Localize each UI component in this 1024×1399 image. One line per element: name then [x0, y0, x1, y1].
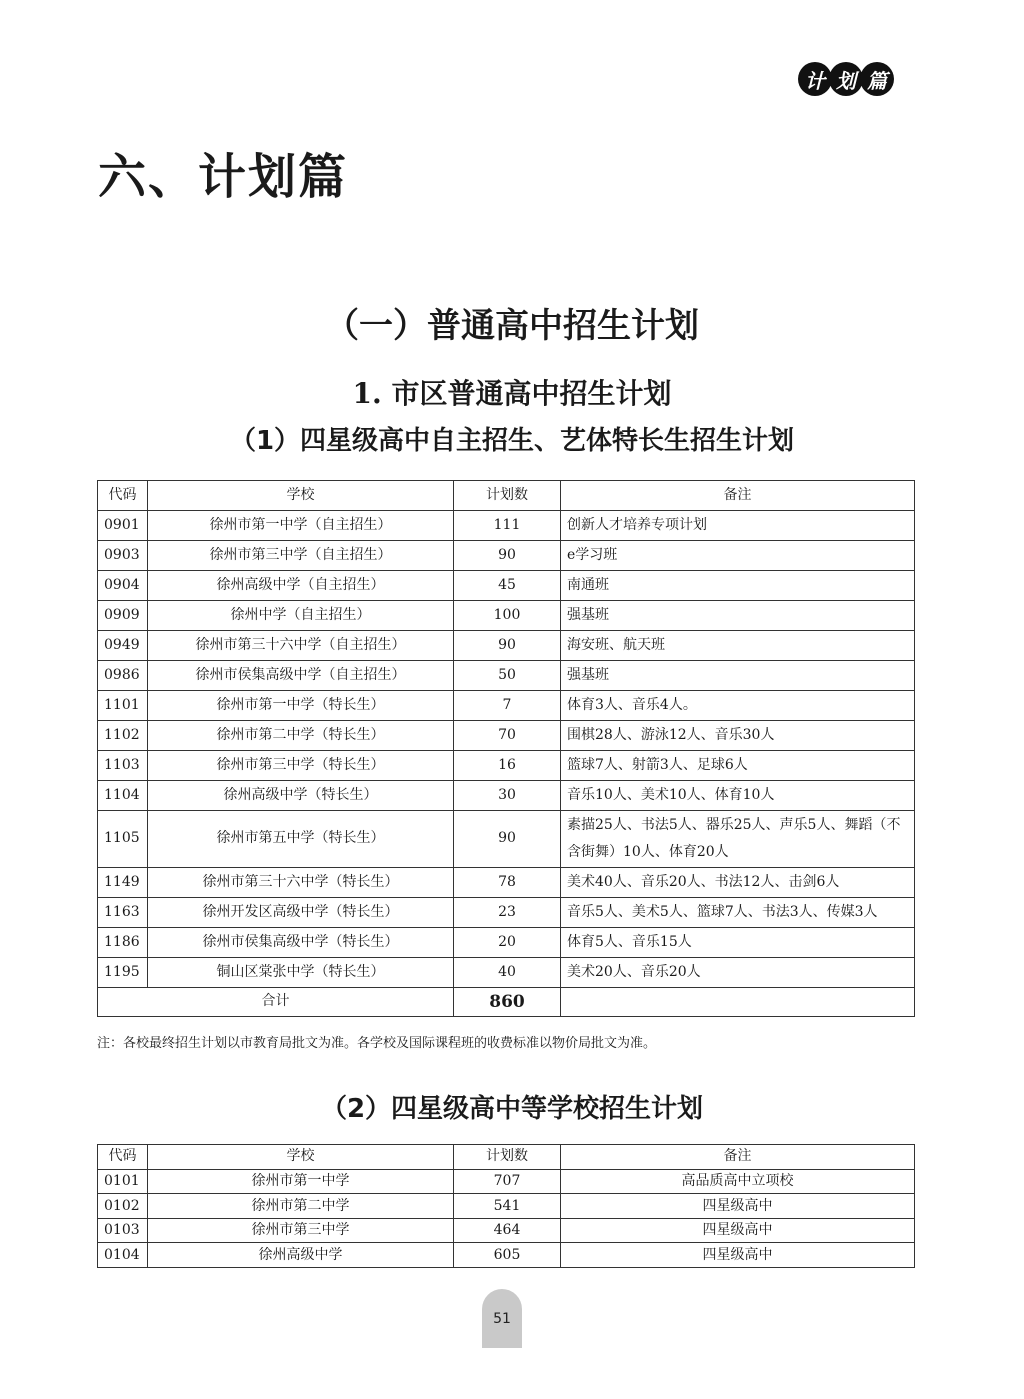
cell-note: 创新人才培养专项计划: [561, 510, 915, 540]
table-row: [98, 570, 915, 600]
cell-plan: 90: [454, 630, 561, 660]
table-row: [98, 750, 915, 780]
cell-note: 篮球7人、射箭3人、足球6人: [561, 750, 915, 780]
table-row: [98, 510, 915, 540]
cell-note: 美术20人、音乐20人: [561, 957, 915, 987]
cell-note: 音乐5人、美术5人、篮球7人、书法3人、传媒3人: [561, 897, 915, 927]
cell-plan: 605: [454, 1243, 561, 1268]
cell-note: 海安班、航天班: [561, 630, 915, 660]
cell-school: 徐州市侯集高级中学（自主招生）: [148, 660, 454, 690]
table-row: [98, 1169, 915, 1194]
table-row: [98, 780, 915, 810]
cell-note: 四星级高中: [561, 1194, 915, 1219]
cell-note: 高品质高中立项校: [561, 1169, 915, 1194]
cell-school: 徐州市第三中学（特长生）: [148, 750, 454, 780]
cell-note: 素描25人、书法5人、器乐25人、声乐5人、舞蹈（不含街舞）10人、体育20人: [561, 810, 915, 867]
cell-note: 四星级高中: [561, 1218, 915, 1243]
cell-school: 徐州市第五中学（特长生）: [148, 810, 454, 867]
table1-header-row: [98, 481, 915, 511]
table-row: [98, 690, 915, 720]
table2-header-row: [98, 1145, 915, 1170]
cell-plan: 90: [454, 540, 561, 570]
chapter-title: 六、计划篇: [98, 149, 349, 205]
cell-code: 0986: [98, 660, 148, 690]
cell-school: 徐州高级中学: [148, 1243, 454, 1268]
section-title: （一）普通高中招生计划: [325, 306, 699, 346]
cell-plan: 78: [454, 867, 561, 897]
table2-title: （2）四星级高中等学校招生计划: [320, 1094, 704, 1124]
cell-code: 1105: [98, 810, 148, 867]
col-header-code: 代码: [98, 481, 148, 511]
cell-code: 0901: [98, 510, 148, 540]
cell-school: 徐州市第三十六中学（特长生）: [148, 867, 454, 897]
total-note-empty: [561, 987, 915, 1017]
cell-note: 强基班: [561, 660, 915, 690]
badge-char: 篇: [860, 62, 894, 96]
total-value: 860: [454, 987, 561, 1017]
col-header-school: 学校: [148, 481, 454, 511]
cell-note: 体育3人、音乐4人。: [561, 690, 915, 720]
cell-plan: 50: [454, 660, 561, 690]
col-header-note: 备注: [561, 1145, 915, 1170]
cell-plan: 100: [454, 600, 561, 630]
badge-char: 划: [829, 62, 863, 96]
cell-school: 徐州开发区高级中学（特长生）: [148, 897, 454, 927]
cell-plan: 20: [454, 927, 561, 957]
table-row: [98, 540, 915, 570]
cell-school: 徐州市侯集高级中学（特长生）: [148, 927, 454, 957]
cell-plan: 707: [454, 1169, 561, 1194]
cell-plan: 45: [454, 570, 561, 600]
table-row: [98, 957, 915, 987]
cell-note: 围棋28人、游泳12人、音乐30人: [561, 720, 915, 750]
cell-plan: 7: [454, 690, 561, 720]
cell-school: 徐州市第二中学: [148, 1194, 454, 1219]
cell-school: 徐州市第一中学（特长生）: [148, 690, 454, 720]
cell-school: 徐州市第一中学: [148, 1169, 454, 1194]
cell-school: 徐州高级中学（自主招生）: [148, 570, 454, 600]
cell-note: 美术40人、音乐20人、书法12人、击剑6人: [561, 867, 915, 897]
cell-code: 1104: [98, 780, 148, 810]
table1-total-row: [98, 987, 915, 1017]
cell-plan: 464: [454, 1218, 561, 1243]
col-header-school: 学校: [148, 1145, 454, 1170]
cell-note: 四星级高中: [561, 1243, 915, 1268]
table2: [97, 1144, 915, 1268]
cell-code: 1195: [98, 957, 148, 987]
cell-code: 0909: [98, 600, 148, 630]
cell-note: 音乐10人、美术10人、体育10人: [561, 780, 915, 810]
cell-code: 1163: [98, 897, 148, 927]
table-row: [98, 927, 915, 957]
table-row: [98, 810, 915, 867]
col-header-plan: 计划数: [454, 1145, 561, 1170]
cell-note: 强基班: [561, 600, 915, 630]
table-row: [98, 600, 915, 630]
table-row: [98, 897, 915, 927]
cell-code: 0101: [98, 1169, 148, 1194]
cell-plan: 541: [454, 1194, 561, 1219]
page-number: 51: [482, 1289, 522, 1348]
cell-code: 1186: [98, 927, 148, 957]
cell-school: 徐州市第三中学（自主招生）: [148, 540, 454, 570]
cell-school: 徐州市第二中学（特长生）: [148, 720, 454, 750]
subsection-title: 1. 市区普通高中招生计划: [352, 377, 672, 410]
cell-code: 0949: [98, 630, 148, 660]
cell-code: 0104: [98, 1243, 148, 1268]
section-badge: [798, 62, 891, 96]
table-row: [98, 1218, 915, 1243]
cell-school: 徐州中学（自主招生）: [148, 600, 454, 630]
table-row: [98, 1243, 915, 1268]
cell-note: 南通班: [561, 570, 915, 600]
col-header-code: 代码: [98, 1145, 148, 1170]
cell-code: 1102: [98, 720, 148, 750]
cell-code: 0102: [98, 1194, 148, 1219]
cell-school: 徐州高级中学（特长生）: [148, 780, 454, 810]
cell-plan: 90: [454, 810, 561, 867]
cell-plan: 40: [454, 957, 561, 987]
cell-plan: 70: [454, 720, 561, 750]
col-header-note: 备注: [561, 481, 915, 511]
cell-plan: 23: [454, 897, 561, 927]
cell-code: 0903: [98, 540, 148, 570]
table1: [97, 480, 915, 1017]
table-row: [98, 1194, 915, 1219]
table-row: [98, 630, 915, 660]
col-header-plan: 计划数: [454, 481, 561, 511]
cell-code: 1101: [98, 690, 148, 720]
cell-school: 徐州市第一中学（自主招生）: [148, 510, 454, 540]
badge-char: 计: [798, 62, 832, 96]
table-row: [98, 660, 915, 690]
cell-code: 0904: [98, 570, 148, 600]
cell-school: 铜山区棠张中学（特长生）: [148, 957, 454, 987]
total-label: 合计: [98, 987, 454, 1017]
cell-plan: 30: [454, 780, 561, 810]
cell-note: e学习班: [561, 540, 915, 570]
table-row: [98, 720, 915, 750]
cell-school: 徐州市第三十六中学（自主招生）: [148, 630, 454, 660]
table1-title: （1）四星级高中自主招生、艺体特长生招生计划: [229, 426, 795, 456]
cell-plan: 111: [454, 510, 561, 540]
cell-school: 徐州市第三中学: [148, 1218, 454, 1243]
footnote: 注：各校最终招生计划以市教育局批文为准。各学校及国际课程班的收费标准以物价局批文为准。: [97, 1036, 657, 1051]
table-row: [98, 867, 915, 897]
cell-plan: 16: [454, 750, 561, 780]
cell-code: 0103: [98, 1218, 148, 1243]
cell-note: 体育5人、音乐15人: [561, 927, 915, 957]
cell-code: 1103: [98, 750, 148, 780]
cell-code: 1149: [98, 867, 148, 897]
